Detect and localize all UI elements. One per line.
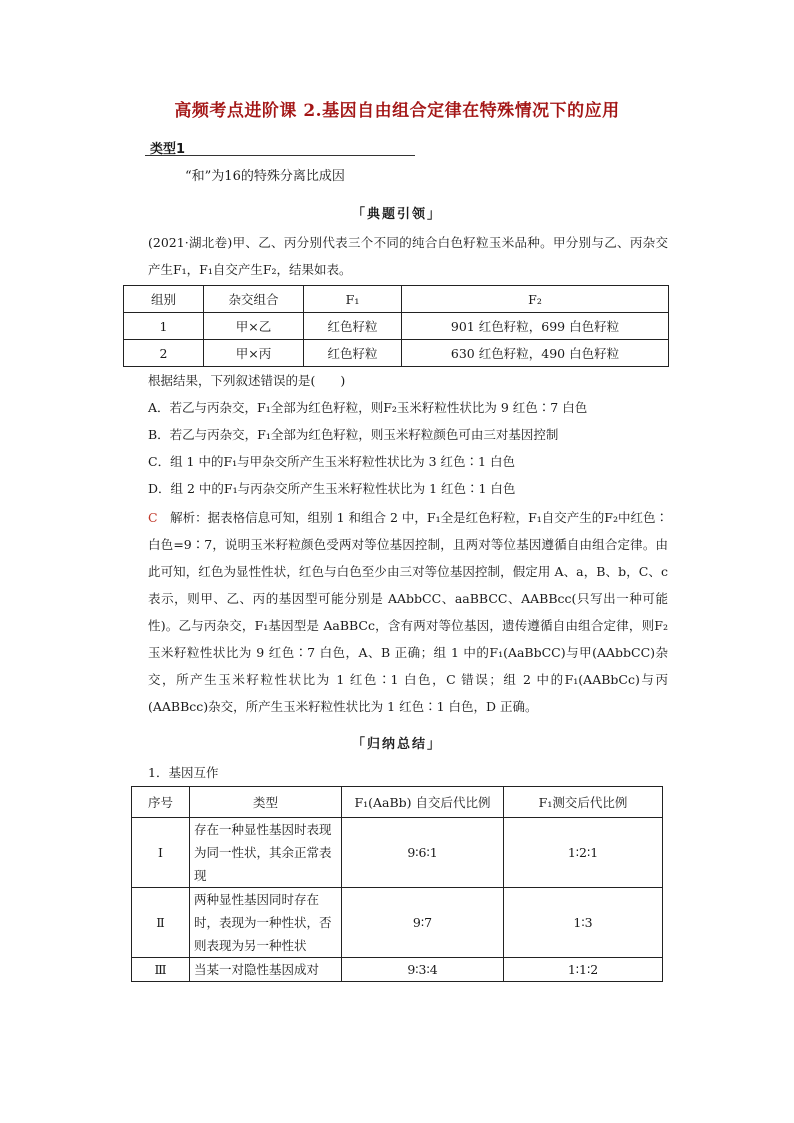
table-cell: 9∶3∶4 [342, 958, 504, 982]
table-header-row [132, 787, 663, 818]
table-cell: 901 红色籽粒，699 白色籽粒 [402, 313, 669, 340]
question-stem: 根据结果，下列叙述错误的是( ) [148, 373, 346, 388]
table-cell: 当某一对隐性基因成对 [190, 958, 342, 982]
table-cell: 1∶1∶2 [504, 958, 663, 982]
table-row [132, 888, 663, 958]
option-a: A．若乙与丙杂交，F₁全部为红色籽粒，则F₂玉米籽粒性状比为 9 红色∶7 白色 [148, 400, 588, 415]
table-cell: 2 [124, 340, 204, 367]
table-cell: 存在一种显性基因时表现为同一性状，其余正常表现 [190, 818, 342, 888]
table-cell: 630 红色籽粒，490 白色籽粒 [402, 340, 669, 367]
option-b: B．若乙与丙杂交，F₁全部为红色籽粒，则玉米籽粒颜色可由三对基因控制 [148, 427, 559, 442]
table-row [132, 818, 663, 888]
table-row [124, 313, 669, 340]
header-cell: 类型 [190, 787, 342, 818]
cross-results-table [123, 285, 669, 367]
question-intro: (2021·湖北卷)甲、乙、丙分别代表三个不同的纯合白色籽粒玉米品种。甲分别与乙、丙杂交产生F₁，F₁自交产生F₂，结果如表。 [148, 235, 668, 277]
answer-label: 解析： [170, 510, 208, 525]
header-cell: F₁(AaBb) 自交后代比例 [342, 787, 504, 818]
table-cell: 1 [124, 313, 204, 340]
table-row [132, 958, 663, 982]
header-cell: F₁ [304, 286, 402, 313]
table-row [124, 340, 669, 367]
table-cell: Ⅱ [132, 888, 190, 958]
table-cell: Ⅰ [132, 818, 190, 888]
header-cell: 序号 [132, 787, 190, 818]
page-title: 高频考点进阶课 2.基因自由组合定律在特殊情况下的应用 [174, 101, 620, 121]
table-cell: 1∶3 [504, 888, 663, 958]
table-cell: 9∶6∶1 [342, 818, 504, 888]
table-cell: 9∶7 [342, 888, 504, 958]
option-d: D．组 2 中的F₁与丙杂交所产生玉米籽粒性状比为 1 红色∶1 白色 [148, 481, 516, 496]
answer-explanation [148, 504, 668, 720]
type-divider [145, 155, 415, 156]
table-header-row [124, 286, 669, 313]
option-c: C．组 1 中的F₁与甲杂交所产生玉米籽粒性状比为 3 红色∶1 白色 [148, 454, 515, 469]
table-cell: 红色籽粒 [304, 313, 402, 340]
summary-item-title: 1．基因互作 [148, 765, 219, 780]
table-cell: 甲×丙 [204, 340, 304, 367]
header-cell: F₂ [402, 286, 669, 313]
type-label: 类型1 [150, 142, 186, 157]
section-heading-summary: 「归纳总结」 [351, 737, 442, 752]
header-cell: 杂交组合 [204, 286, 304, 313]
table-cell: 1∶2∶1 [504, 818, 663, 888]
table-cell: 红色籽粒 [304, 340, 402, 367]
header-cell: 组别 [124, 286, 204, 313]
answer-text: 据表格信息可知，组别 1 和组合 2 中，F₁全是红色籽粒，F₁自交产生的F₂中红色∶白色=9∶7，说明玉米籽粒颜色受两对等位基因控制，且两对等位基因遵循自由组合定律。由此可知，红色为显性性状，红色与白色至少由三对等位基因控制，假定用 A、a，B、b，C、c 表示，则甲、乙、丙的基因型可能分别是 AAbbCC、aaBBCC、AABBcc(只写出一种可能性)。乙与丙杂交，F₁基因型是 AaBBCc，含有两对等位基因，遗传遵循自由组合定律，则F₂玉米籽粒性状比为 9 红色∶7 白色，A、B 正确；组 1 中的F₁(AaBbCC)与甲(AAbbCC)杂交，所产生玉米籽粒性状比为 1 红色∶1 白色，C 错误；组 2 中的F₁(AABbCc)与丙(AABBcc)杂交，所产生玉米籽粒性状比为 1 红色∶1 白色，D 正确。 [148, 510, 668, 714]
table-cell: Ⅲ [132, 958, 190, 982]
header-cell: F₁测交后代比例 [504, 787, 663, 818]
answer-letter: C [148, 510, 158, 525]
table-cell: 两种显性基因同时存在时，表现为一种性状，否则表现为另一种性状 [190, 888, 342, 958]
type-description: “和”为16的特殊分离比成因 [185, 169, 345, 184]
section-heading-example: 「典题引领」 [351, 207, 442, 222]
table-cell: 甲×乙 [204, 313, 304, 340]
gene-interaction-table [131, 786, 663, 982]
